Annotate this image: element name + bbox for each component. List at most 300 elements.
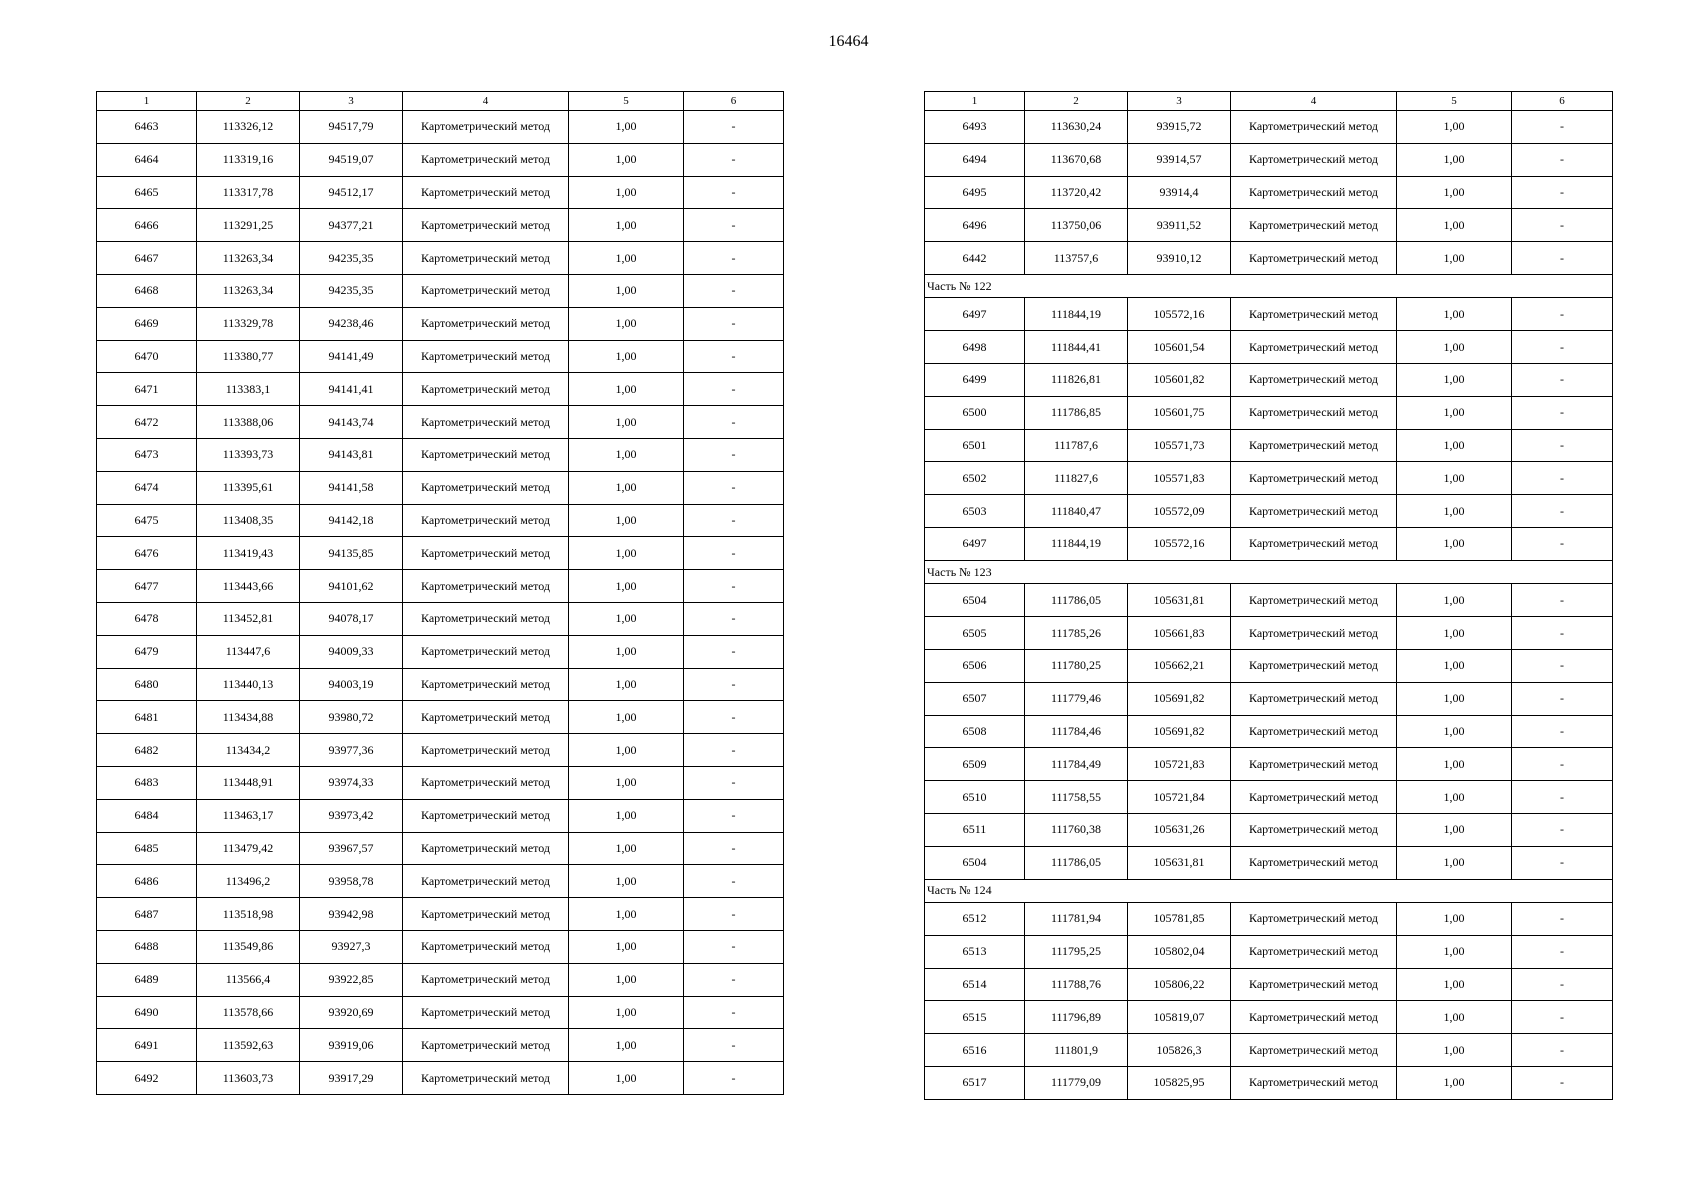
method-cell: Картометрический метод (403, 898, 569, 931)
x-coordinate-cell: 111781,94 (1025, 903, 1128, 936)
description-cell: - (684, 1062, 784, 1095)
point-number-cell: 6512 (925, 903, 1025, 936)
accuracy-cell: 1,00 (1397, 1034, 1512, 1067)
description-cell: - (684, 406, 784, 439)
description-cell: - (684, 176, 784, 209)
method-cell: Картометрический метод (403, 438, 569, 471)
y-coordinate-cell: 93910,12 (1128, 242, 1231, 275)
point-number-cell: 6485 (97, 832, 197, 865)
description-cell: - (684, 799, 784, 832)
accuracy-cell: 1,00 (1397, 617, 1512, 650)
table-row (925, 331, 1613, 364)
column-header-2: 2 (197, 92, 300, 111)
point-number-cell: 6489 (97, 963, 197, 996)
x-coordinate-cell: 111760,38 (1025, 813, 1128, 846)
y-coordinate-cell: 105781,85 (1128, 903, 1231, 936)
method-cell: Картометрический метод (1231, 242, 1397, 275)
table-row (97, 668, 784, 701)
y-coordinate-cell: 93973,42 (300, 799, 403, 832)
accuracy-cell: 1,00 (1397, 331, 1512, 364)
x-coordinate-cell: 113263,34 (197, 274, 300, 307)
table-header (925, 92, 1613, 111)
accuracy-cell: 1,00 (569, 242, 684, 275)
method-cell: Картометрический метод (403, 143, 569, 176)
y-coordinate-cell: 94141,58 (300, 471, 403, 504)
y-coordinate-cell: 94143,81 (300, 438, 403, 471)
point-number-cell: 6508 (925, 715, 1025, 748)
method-cell: Картометрический метод (403, 176, 569, 209)
accuracy-cell: 1,00 (569, 865, 684, 898)
table-row (97, 799, 784, 832)
point-number-cell: 6482 (97, 734, 197, 767)
method-cell: Картометрический метод (1231, 429, 1397, 462)
y-coordinate-cell: 93980,72 (300, 701, 403, 734)
description-cell: - (1512, 242, 1613, 275)
y-coordinate-cell: 105721,84 (1128, 781, 1231, 814)
table-header (97, 92, 784, 111)
y-coordinate-cell: 94078,17 (300, 602, 403, 635)
description-cell: - (1512, 715, 1613, 748)
y-coordinate-cell: 105601,54 (1128, 331, 1231, 364)
accuracy-cell: 1,00 (1397, 364, 1512, 397)
coordinates-table-left (96, 91, 784, 1095)
point-number-cell: 6503 (925, 495, 1025, 528)
accuracy-cell: 1,00 (569, 799, 684, 832)
accuracy-cell: 1,00 (1397, 429, 1512, 462)
point-number-cell: 6480 (97, 668, 197, 701)
x-coordinate-cell: 113263,34 (197, 242, 300, 275)
accuracy-cell: 1,00 (1397, 903, 1512, 936)
table-row (925, 617, 1613, 650)
description-cell: - (1512, 495, 1613, 528)
y-coordinate-cell: 105572,16 (1128, 528, 1231, 561)
accuracy-cell: 1,00 (569, 111, 684, 144)
point-number-cell: 6475 (97, 504, 197, 537)
table-row (97, 963, 784, 996)
x-coordinate-cell: 111786,85 (1025, 396, 1128, 429)
table-row (925, 111, 1613, 144)
x-coordinate-cell: 111844,19 (1025, 528, 1128, 561)
description-cell: - (1512, 649, 1613, 682)
method-cell: Картометрический метод (1231, 1001, 1397, 1034)
y-coordinate-cell: 93914,57 (1128, 143, 1231, 176)
description-cell: - (684, 635, 784, 668)
y-coordinate-cell: 105601,82 (1128, 364, 1231, 397)
point-number-cell: 6470 (97, 340, 197, 373)
y-coordinate-cell: 94142,18 (300, 504, 403, 537)
table-row (97, 242, 784, 275)
accuracy-cell: 1,00 (569, 766, 684, 799)
table-row (925, 935, 1613, 968)
y-coordinate-cell: 105662,21 (1128, 649, 1231, 682)
point-number-cell: 6490 (97, 996, 197, 1029)
method-cell: Картометрический метод (403, 373, 569, 406)
description-cell: - (684, 701, 784, 734)
x-coordinate-cell: 113603,73 (197, 1062, 300, 1095)
description-cell: - (1512, 1067, 1613, 1100)
column-header-5: 5 (569, 92, 684, 111)
y-coordinate-cell: 94141,41 (300, 373, 403, 406)
method-cell: Картометрический метод (403, 668, 569, 701)
x-coordinate-cell: 113592,63 (197, 1029, 300, 1062)
method-cell: Картометрический метод (1231, 331, 1397, 364)
y-coordinate-cell: 105819,07 (1128, 1001, 1231, 1034)
accuracy-cell: 1,00 (569, 373, 684, 406)
accuracy-cell: 1,00 (569, 734, 684, 767)
accuracy-cell: 1,00 (1397, 649, 1512, 682)
table-row (97, 504, 784, 537)
description-cell: - (684, 898, 784, 931)
accuracy-cell: 1,00 (569, 209, 684, 242)
x-coordinate-cell: 111785,26 (1025, 617, 1128, 650)
y-coordinate-cell: 94135,85 (300, 537, 403, 570)
point-number-cell: 6510 (925, 781, 1025, 814)
y-coordinate-cell: 93915,72 (1128, 111, 1231, 144)
x-coordinate-cell: 113518,98 (197, 898, 300, 931)
x-coordinate-cell: 113329,78 (197, 307, 300, 340)
y-coordinate-cell: 93911,52 (1128, 209, 1231, 242)
method-cell: Картометрический метод (403, 701, 569, 734)
method-cell: Картометрический метод (1231, 617, 1397, 650)
point-number-cell: 6465 (97, 176, 197, 209)
y-coordinate-cell: 93942,98 (300, 898, 403, 931)
y-coordinate-cell: 93977,36 (300, 734, 403, 767)
description-cell: - (684, 373, 784, 406)
method-cell: Картометрический метод (403, 930, 569, 963)
description-cell: - (684, 1029, 784, 1062)
description-cell: - (684, 570, 784, 603)
description-cell: - (1512, 748, 1613, 781)
column-header-2: 2 (1025, 92, 1128, 111)
point-number-cell: 6484 (97, 799, 197, 832)
method-cell: Картометрический метод (403, 537, 569, 570)
y-coordinate-cell: 105806,22 (1128, 968, 1231, 1001)
x-coordinate-cell: 113630,24 (1025, 111, 1128, 144)
point-number-cell: 6517 (925, 1067, 1025, 1100)
point-number-cell: 6478 (97, 602, 197, 635)
method-cell: Картометрический метод (1231, 111, 1397, 144)
description-cell: - (684, 766, 784, 799)
x-coordinate-cell: 111786,05 (1025, 846, 1128, 879)
x-coordinate-cell: 113319,16 (197, 143, 300, 176)
column-header-3: 3 (300, 92, 403, 111)
method-cell: Картометрический метод (403, 111, 569, 144)
x-coordinate-cell: 113549,86 (197, 930, 300, 963)
y-coordinate-cell: 93974,33 (300, 766, 403, 799)
method-cell: Картометрический метод (403, 963, 569, 996)
table-row (97, 406, 784, 439)
accuracy-cell: 1,00 (569, 1029, 684, 1062)
x-coordinate-cell: 113395,61 (197, 471, 300, 504)
x-coordinate-cell: 113317,78 (197, 176, 300, 209)
accuracy-cell: 1,00 (569, 570, 684, 603)
table-row (97, 209, 784, 242)
point-number-cell: 6516 (925, 1034, 1025, 1067)
x-coordinate-cell: 113380,77 (197, 340, 300, 373)
description-cell: - (1512, 1001, 1613, 1034)
point-number-cell: 6494 (925, 143, 1025, 176)
point-number-cell: 6474 (97, 471, 197, 504)
y-coordinate-cell: 94519,07 (300, 143, 403, 176)
accuracy-cell: 1,00 (1397, 813, 1512, 846)
y-coordinate-cell: 94238,46 (300, 307, 403, 340)
method-cell: Картометрический метод (403, 340, 569, 373)
x-coordinate-cell: 113720,42 (1025, 176, 1128, 209)
point-number-cell: 6514 (925, 968, 1025, 1001)
accuracy-cell: 1,00 (569, 340, 684, 373)
accuracy-cell: 1,00 (1397, 462, 1512, 495)
table-row (925, 209, 1613, 242)
accuracy-cell: 1,00 (1397, 748, 1512, 781)
table-row (97, 602, 784, 635)
x-coordinate-cell: 113448,91 (197, 766, 300, 799)
column-header-6: 6 (1512, 92, 1613, 111)
y-coordinate-cell: 93922,85 (300, 963, 403, 996)
accuracy-cell: 1,00 (569, 930, 684, 963)
table-row (925, 429, 1613, 462)
y-coordinate-cell: 93927,3 (300, 930, 403, 963)
point-number-cell: 6487 (97, 898, 197, 931)
point-number-cell: 6467 (97, 242, 197, 275)
y-coordinate-cell: 94512,17 (300, 176, 403, 209)
y-coordinate-cell: 94101,62 (300, 570, 403, 603)
method-cell: Картометрический метод (403, 307, 569, 340)
table-row (925, 781, 1613, 814)
accuracy-cell: 1,00 (1397, 935, 1512, 968)
point-number-cell: 6472 (97, 406, 197, 439)
point-number-cell: 6499 (925, 364, 1025, 397)
accuracy-cell: 1,00 (1397, 1001, 1512, 1034)
accuracy-cell: 1,00 (569, 504, 684, 537)
column-header-1: 1 (925, 92, 1025, 111)
accuracy-cell: 1,00 (1397, 176, 1512, 209)
x-coordinate-cell: 111788,76 (1025, 968, 1128, 1001)
column-header-5: 5 (1397, 92, 1512, 111)
part-heading-row (925, 274, 1613, 298)
y-coordinate-cell: 94235,35 (300, 242, 403, 275)
table-row (97, 734, 784, 767)
description-cell: - (1512, 1034, 1613, 1067)
method-cell: Картометрический метод (1231, 298, 1397, 331)
accuracy-cell: 1,00 (569, 471, 684, 504)
y-coordinate-cell: 105691,82 (1128, 682, 1231, 715)
accuracy-cell: 1,00 (569, 1062, 684, 1095)
description-cell: - (684, 209, 784, 242)
x-coordinate-cell: 113463,17 (197, 799, 300, 832)
x-coordinate-cell: 111779,09 (1025, 1067, 1128, 1100)
description-cell: - (1512, 209, 1613, 242)
method-cell: Картометрический метод (403, 570, 569, 603)
accuracy-cell: 1,00 (1397, 242, 1512, 275)
x-coordinate-cell: 111786,05 (1025, 584, 1128, 617)
description-cell: - (1512, 813, 1613, 846)
y-coordinate-cell: 105661,83 (1128, 617, 1231, 650)
x-coordinate-cell: 113750,06 (1025, 209, 1128, 242)
accuracy-cell: 1,00 (1397, 846, 1512, 879)
point-number-cell: 6502 (925, 462, 1025, 495)
point-number-cell: 6473 (97, 438, 197, 471)
part-heading: Часть № 124 (925, 879, 1613, 903)
table-row (925, 143, 1613, 176)
y-coordinate-cell: 94377,21 (300, 209, 403, 242)
description-cell: - (684, 438, 784, 471)
description-cell: - (684, 242, 784, 275)
method-cell: Картометрический метод (1231, 968, 1397, 1001)
y-coordinate-cell: 93967,57 (300, 832, 403, 865)
y-coordinate-cell: 105571,83 (1128, 462, 1231, 495)
x-coordinate-cell: 113578,66 (197, 996, 300, 1029)
y-coordinate-cell: 93914,4 (1128, 176, 1231, 209)
description-cell: - (1512, 176, 1613, 209)
accuracy-cell: 1,00 (1397, 298, 1512, 331)
table-row (925, 396, 1613, 429)
description-cell: - (1512, 903, 1613, 936)
description-cell: - (684, 734, 784, 767)
description-cell: - (684, 602, 784, 635)
method-cell: Картометрический метод (1231, 846, 1397, 879)
y-coordinate-cell: 105802,04 (1128, 935, 1231, 968)
y-coordinate-cell: 105721,83 (1128, 748, 1231, 781)
column-header-1: 1 (97, 92, 197, 111)
point-number-cell: 6468 (97, 274, 197, 307)
description-cell: - (684, 865, 784, 898)
x-coordinate-cell: 113670,68 (1025, 143, 1128, 176)
table-row (925, 1001, 1613, 1034)
point-number-cell: 6481 (97, 701, 197, 734)
table-row (97, 832, 784, 865)
table-row (97, 111, 784, 144)
table-row (925, 176, 1613, 209)
point-number-cell: 6496 (925, 209, 1025, 242)
x-coordinate-cell: 111826,81 (1025, 364, 1128, 397)
y-coordinate-cell: 105631,81 (1128, 584, 1231, 617)
x-coordinate-cell: 111796,89 (1025, 1001, 1128, 1034)
description-cell: - (1512, 617, 1613, 650)
table-row (925, 715, 1613, 748)
description-cell: - (684, 963, 784, 996)
point-number-cell: 6505 (925, 617, 1025, 650)
description-cell: - (684, 996, 784, 1029)
method-cell: Картометрический метод (403, 865, 569, 898)
point-number-cell: 6483 (97, 766, 197, 799)
x-coordinate-cell: 113393,73 (197, 438, 300, 471)
method-cell: Картометрический метод (1231, 682, 1397, 715)
x-coordinate-cell: 111784,49 (1025, 748, 1128, 781)
y-coordinate-cell: 94141,49 (300, 340, 403, 373)
description-cell: - (684, 471, 784, 504)
column-header-4: 4 (1231, 92, 1397, 111)
accuracy-cell: 1,00 (1397, 968, 1512, 1001)
point-number-cell: 6477 (97, 570, 197, 603)
table-row (925, 846, 1613, 879)
column-header-4: 4 (403, 92, 569, 111)
method-cell: Картометрический метод (1231, 903, 1397, 936)
x-coordinate-cell: 111758,55 (1025, 781, 1128, 814)
description-cell: - (1512, 462, 1613, 495)
description-cell: - (1512, 682, 1613, 715)
method-cell: Картометрический метод (1231, 528, 1397, 561)
description-cell: - (684, 832, 784, 865)
column-header-3: 3 (1128, 92, 1231, 111)
point-number-cell: 6495 (925, 176, 1025, 209)
accuracy-cell: 1,00 (569, 668, 684, 701)
description-cell: - (1512, 968, 1613, 1001)
point-number-cell: 6476 (97, 537, 197, 570)
y-coordinate-cell: 94009,33 (300, 635, 403, 668)
y-coordinate-cell: 105572,09 (1128, 495, 1231, 528)
x-coordinate-cell: 113419,43 (197, 537, 300, 570)
y-coordinate-cell: 105631,26 (1128, 813, 1231, 846)
x-coordinate-cell: 111801,9 (1025, 1034, 1128, 1067)
coordinates-table-right (924, 91, 1613, 1100)
x-coordinate-cell: 113326,12 (197, 111, 300, 144)
table-row (97, 274, 784, 307)
point-number-cell: 6515 (925, 1001, 1025, 1034)
method-cell: Картометрический метод (403, 734, 569, 767)
x-coordinate-cell: 111840,47 (1025, 495, 1128, 528)
table-row (925, 242, 1613, 275)
table-row (97, 570, 784, 603)
table-row (97, 471, 784, 504)
point-number-cell: 6507 (925, 682, 1025, 715)
y-coordinate-cell: 105571,73 (1128, 429, 1231, 462)
x-coordinate-cell: 113566,4 (197, 963, 300, 996)
x-coordinate-cell: 113434,2 (197, 734, 300, 767)
table-row (97, 340, 784, 373)
point-number-cell: 6463 (97, 111, 197, 144)
method-cell: Картометрический метод (1231, 143, 1397, 176)
table-row (97, 1029, 784, 1062)
x-coordinate-cell: 113291,25 (197, 209, 300, 242)
table-row (97, 766, 784, 799)
method-cell: Картометрический метод (1231, 176, 1397, 209)
part-heading: Часть № 123 (925, 560, 1613, 584)
point-number-cell: 6504 (925, 584, 1025, 617)
x-coordinate-cell: 113479,42 (197, 832, 300, 865)
method-cell: Картометрический метод (403, 406, 569, 439)
point-number-cell: 6498 (925, 331, 1025, 364)
point-number-cell: 6506 (925, 649, 1025, 682)
x-coordinate-cell: 113440,13 (197, 668, 300, 701)
description-cell: - (1512, 143, 1613, 176)
point-number-cell: 6488 (97, 930, 197, 963)
accuracy-cell: 1,00 (569, 537, 684, 570)
accuracy-cell: 1,00 (1397, 396, 1512, 429)
table-row (925, 298, 1613, 331)
table-row (925, 682, 1613, 715)
point-number-cell: 6479 (97, 635, 197, 668)
x-coordinate-cell: 111787,6 (1025, 429, 1128, 462)
accuracy-cell: 1,00 (569, 832, 684, 865)
method-cell: Картометрический метод (403, 209, 569, 242)
method-cell: Картометрический метод (403, 1029, 569, 1062)
x-coordinate-cell: 113408,35 (197, 504, 300, 537)
accuracy-cell: 1,00 (569, 963, 684, 996)
table-row (925, 462, 1613, 495)
table-row (925, 1034, 1613, 1067)
y-coordinate-cell: 105631,81 (1128, 846, 1231, 879)
method-cell: Картометрический метод (403, 602, 569, 635)
x-coordinate-cell: 113757,6 (1025, 242, 1128, 275)
description-cell: - (1512, 364, 1613, 397)
accuracy-cell: 1,00 (1397, 682, 1512, 715)
x-coordinate-cell: 113452,81 (197, 602, 300, 635)
table-body (97, 111, 784, 1095)
point-number-cell: 6511 (925, 813, 1025, 846)
description-cell: - (1512, 111, 1613, 144)
part-heading-row (925, 879, 1613, 903)
accuracy-cell: 1,00 (569, 274, 684, 307)
